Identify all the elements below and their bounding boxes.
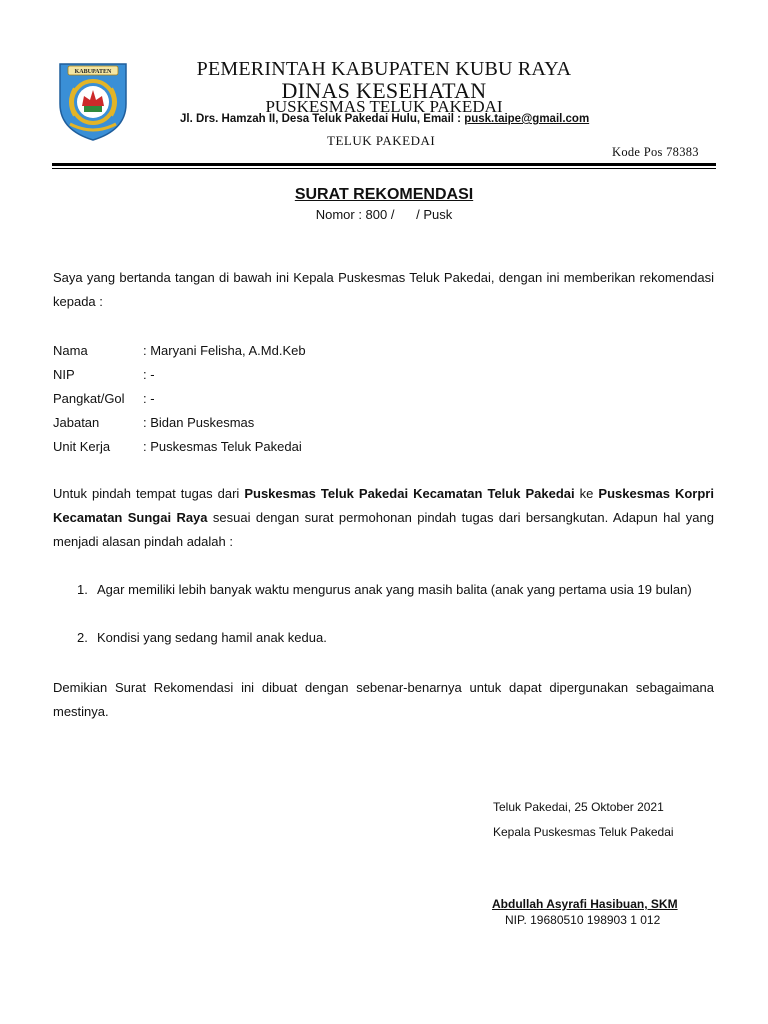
- signatory-name: Abdullah Asyrafi Hasibuan, SKM: [492, 897, 678, 911]
- field-value: : -: [143, 367, 155, 382]
- reason-item: [77, 578, 717, 626]
- reason-text: Agar memiliki lebih banyak waktu mengurus anak yang masih balita (anak yang pertama usia 19 bulan): [97, 582, 692, 597]
- kubu-raya-emblem-logo: [56, 58, 130, 142]
- reason-number: 2.: [77, 630, 88, 645]
- logo-banner-text: KABUPATEN: [74, 69, 112, 75]
- field-value: : Puskesmas Teluk Pakedai: [143, 439, 302, 454]
- reason-item: [77, 626, 717, 650]
- field-row-jabatan: [53, 415, 254, 430]
- field-row-pangkat: [53, 391, 155, 406]
- field-label: NIP: [53, 367, 75, 382]
- field-label: Jabatan: [53, 415, 100, 430]
- field-label: Nama: [53, 343, 88, 358]
- signatory-nip: NIP. 19680510 198903 1 012: [505, 913, 661, 927]
- field-value: : Maryani Felisha, A.Md.Keb: [143, 343, 306, 358]
- letterhead-address: [180, 113, 589, 125]
- letterhead-unit: PUSKESMAS TELUK PAKEDAI: [265, 97, 503, 116]
- signature-place-date: Teluk Pakedai, 25 Oktober 2021: [493, 800, 664, 814]
- field-row-unit-kerja: [53, 439, 302, 454]
- letter-title: SURAT REKOMENDASI: [294, 186, 474, 203]
- transfer-text: sesuai dengan surat permohonan pindah tugas dari bersangkutan. Adapun hal yang menjadi alasan pindah adalah :: [53, 510, 714, 549]
- destination-facility: Puskesmas Korpri Kecamatan Sungai Raya: [53, 486, 714, 525]
- field-label: Pangkat/Gol: [53, 391, 125, 406]
- letter-number: Nomor : 800 / / Pusk: [315, 207, 453, 222]
- letterhead-government: PEMERINTAH KABUPATEN KUBU RAYA: [196, 58, 572, 80]
- letterhead-agency: DINAS KESEHATAN: [281, 78, 487, 103]
- transfer-text: ke: [574, 486, 599, 501]
- reason-text: Kondisi yang sedang hamil anak kedua.: [97, 630, 327, 645]
- closing-paragraph: Demikian Surat Rekomendasi ini dibuat dengan sebenar-benarnya untuk dapat dipergunakan sebagaimana mestinya.: [53, 680, 714, 719]
- field-value: : -: [143, 391, 155, 406]
- field-row-nip: [53, 367, 155, 382]
- field-row-nama: [53, 343, 306, 358]
- field-label: Unit Kerja: [53, 439, 111, 454]
- field-value: : Bidan Puskesmas: [143, 415, 255, 430]
- reason-number: 1.: [77, 582, 88, 597]
- signature-position: Kepala Puskesmas Teluk Pakedai: [493, 825, 674, 839]
- transfer-text: Untuk pindah tempat tugas dari: [53, 486, 245, 501]
- email-link[interactable]: pusk.taipe@gmail.com: [464, 113, 590, 125]
- intro-paragraph: Saya yang bertanda tangan di bawah ini Kepala Puskesmas Teluk Pakedai, dengan ini memberikan rekomendasi kepada :: [53, 270, 714, 309]
- transfer-paragraph: [53, 482, 714, 554]
- letterhead-rule-thick: [52, 163, 716, 166]
- address-text: Jl. Drs. Hamzah II, Desa Teluk Pakedai Hulu, Email :: [180, 113, 461, 125]
- letterhead-town: TELUK PAKEDAI: [327, 133, 436, 148]
- origin-facility: Puskesmas Teluk Pakedai Kecamatan Teluk Pakedai: [244, 486, 575, 501]
- letterhead-postal-code: Kode Pos 78383: [612, 145, 699, 159]
- letterhead-rule-thin: [52, 168, 716, 169]
